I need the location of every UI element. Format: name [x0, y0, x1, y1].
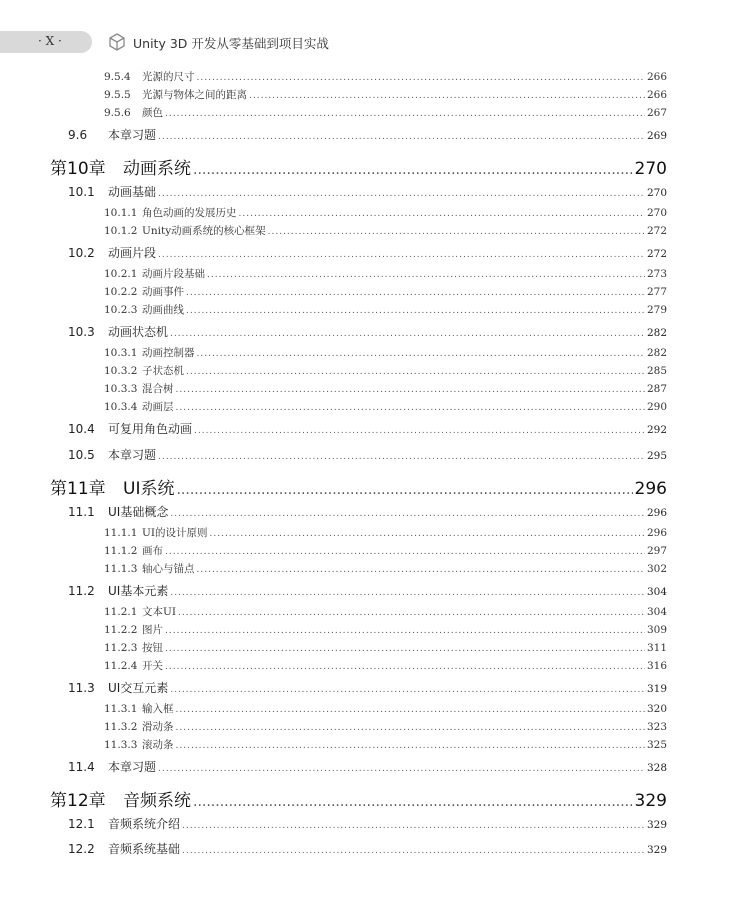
toc-entry-number: 11.2.3 [104, 642, 138, 654]
toc-subsection-entry[interactable] [104, 622, 667, 637]
toc-leader-dots [158, 132, 645, 142]
toc-section-entry[interactable] [68, 323, 667, 340]
toc-entry-page: 279 [646, 304, 667, 316]
toc-entry-number: 11.4 [68, 760, 95, 774]
toc-subsection-entry[interactable] [104, 719, 667, 734]
toc-leader-dots [170, 685, 645, 695]
toc-entry-number: 10.1.2 [104, 225, 138, 237]
toc-entry-page: 272 [646, 248, 667, 260]
toc-entry-page: 311 [646, 642, 667, 654]
toc-chapter-entry[interactable] [50, 786, 667, 811]
toc-entry-title: 滚动条 [142, 739, 174, 751]
toc-section-entry[interactable] [68, 420, 667, 437]
toc-leader-dots [170, 509, 645, 519]
toc-entry-title: UI交互元素 [108, 681, 169, 695]
toc-entry-title: 输入框 [142, 703, 174, 715]
toc-entry-title: 光源的尺寸 [142, 71, 195, 83]
toc-entry-title: 动画层 [142, 401, 174, 413]
toc-leader-dots [249, 91, 645, 101]
toc-entry-title: 轴心与锚点 [142, 563, 195, 575]
toc-entry-number: 10.1.1 [104, 207, 138, 219]
toc-leader-dots [176, 403, 645, 413]
toc-subsection-entry[interactable] [104, 543, 667, 558]
toc-entry-title: UI基础概念 [108, 505, 169, 519]
toc-leader-dots [176, 741, 645, 751]
toc-entry-title: 动画控制器 [142, 347, 195, 359]
toc-subsection-entry[interactable] [104, 640, 667, 655]
toc-entry-page: 266 [646, 71, 667, 83]
page-number: · X · [38, 34, 62, 48]
toc-entry-title: 角色动画的发展历史 [142, 207, 237, 219]
toc-entry-title: 混合树 [142, 383, 174, 395]
toc-leader-dots [165, 662, 645, 672]
toc-entry-page: 290 [646, 401, 667, 413]
toc-subsection-entry[interactable] [104, 87, 667, 102]
toc-entry-number: 9.5.5 [104, 89, 131, 101]
toc-entry-title: 颜色 [142, 107, 163, 119]
toc-entry-page: 270 [634, 159, 667, 179]
toc-entry-page: 296 [646, 507, 667, 519]
toc-entry-title: 动画曲线 [142, 304, 184, 316]
toc-entry-title: 音频系统基础 [108, 842, 181, 856]
toc-entry-page: 325 [646, 739, 667, 751]
toc-leader-dots [194, 426, 645, 436]
toc-leader-dots [186, 288, 645, 298]
toc-section-entry[interactable] [68, 758, 667, 775]
toc-entry-title: 动画事件 [142, 286, 184, 298]
toc-subsection-entry[interactable] [104, 604, 667, 619]
toc-subsection-entry[interactable] [104, 266, 667, 281]
toc-entry-number: 9.5.6 [104, 107, 131, 119]
toc-entry-title: UI基本元素 [108, 584, 169, 598]
toc-entry-title: 开关 [142, 660, 163, 672]
toc-entry-page: 285 [646, 365, 667, 377]
toc-entry-title: 音频系统 [123, 791, 191, 811]
toc-entry-number: 10.4 [68, 422, 95, 436]
toc-entry-page: 302 [646, 563, 667, 575]
toc-leader-dots [176, 705, 645, 715]
toc-entry-page: 309 [646, 624, 667, 636]
toc-leader-dots [182, 821, 645, 831]
toc-leader-dots [186, 306, 645, 316]
toc-entry-title: 文本UI [142, 606, 176, 618]
toc-entry-number: 11.2.1 [104, 606, 138, 618]
toc-entry-page: 270 [646, 207, 667, 219]
toc-section-entry[interactable] [68, 126, 667, 143]
toc-chapter-entry[interactable] [50, 474, 667, 499]
toc-entry-page: 272 [646, 225, 667, 237]
toc-entry-title: 动画基础 [108, 185, 157, 199]
toc-leader-dots [158, 452, 645, 462]
toc-entry-number: 11.3 [68, 681, 95, 695]
toc-entry-number: 11.2.4 [104, 660, 138, 672]
toc-leader-dots [165, 547, 645, 557]
toc-entry-page: 296 [646, 527, 667, 539]
toc-entry-page: 323 [646, 721, 667, 733]
toc-entry-number: 11.2.2 [104, 624, 138, 636]
toc-entry-number: 12.2 [68, 842, 95, 856]
toc-entry-page: 329 [646, 819, 667, 831]
toc-leader-dots [158, 250, 645, 260]
toc-entry-page: 287 [646, 383, 667, 395]
toc-entry-number: 10.1 [68, 185, 95, 199]
toc-entry-number: 11.3.3 [104, 739, 138, 751]
toc-entry-page: 282 [646, 347, 667, 359]
toc-entry-title: 本章习题 [108, 128, 157, 142]
toc-subsection-entry[interactable] [104, 381, 667, 396]
toc-leader-dots [158, 189, 645, 199]
toc-entry-number: 10.3.2 [104, 365, 138, 377]
toc-entry-number: 10.2.2 [104, 286, 138, 298]
toc-section-entry[interactable] [68, 244, 667, 261]
toc-entry-number: 9.6 [68, 128, 88, 142]
toc-entry-number: 10.3.3 [104, 383, 138, 395]
toc-leader-dots [170, 588, 645, 598]
toc-entry-number: 10.2.3 [104, 304, 138, 316]
toc-leader-dots [268, 227, 645, 237]
toc-entry-page: 273 [646, 268, 667, 280]
toc-entry-title: 图片 [142, 624, 163, 636]
toc-entry-number: 11.1.1 [104, 527, 138, 539]
toc-leader-dots [197, 349, 645, 359]
toc-leader-dots [239, 209, 645, 219]
toc-entry-title: 音频系统介绍 [108, 817, 181, 831]
toc-subsection-entry[interactable] [104, 302, 667, 317]
toc-entry-number: 11.1.2 [104, 545, 138, 557]
toc-entry-number: 9.5.4 [104, 71, 131, 83]
toc-entry-page: 329 [634, 791, 667, 811]
toc-subsection-entry[interactable] [104, 701, 667, 716]
toc-subsection-entry[interactable] [104, 399, 667, 414]
toc-subsection-entry[interactable] [104, 205, 667, 220]
toc-entry-page: 282 [646, 327, 667, 339]
toc-subsection-entry[interactable] [104, 525, 667, 540]
toc-leader-dots [207, 270, 645, 280]
toc-entry-page: 297 [646, 545, 667, 557]
toc-leader-dots [165, 109, 645, 119]
toc-entry-title: Unity动画系统的核心框架 [142, 225, 266, 237]
toc-entry-title: 可复用角色动画 [108, 422, 193, 436]
toc-entry-number: 10.2 [68, 246, 95, 260]
toc-leader-dots [170, 329, 645, 339]
toc-entry-number: 10.3 [68, 325, 95, 339]
toc-entry-number: 10.5 [68, 448, 95, 462]
toc-section-entry[interactable] [68, 679, 667, 696]
toc-entry-page: 316 [646, 660, 667, 672]
toc-entry-number: 第12章 [50, 791, 106, 811]
toc-leader-dots [197, 73, 645, 83]
toc-entry-page: 269 [646, 130, 667, 142]
toc-entry-number: 10.3.4 [104, 401, 138, 413]
toc-entry-page: 266 [646, 89, 667, 101]
toc-subsection-entry[interactable] [104, 345, 667, 360]
toc-leader-dots [186, 367, 645, 377]
toc-leader-dots [210, 529, 645, 539]
toc-entry-title: 本章习题 [108, 760, 157, 774]
toc-subsection-entry[interactable] [104, 658, 667, 673]
toc-entry-page: 304 [646, 586, 667, 598]
book-title: Unity 3D 开发从零基础到项目实战 [133, 36, 329, 51]
toc-section-entry[interactable] [68, 582, 667, 599]
toc-entry-title: 画布 [142, 545, 163, 557]
toc-entry-title: 子状态机 [142, 365, 184, 377]
toc-entry-page: 328 [646, 762, 667, 774]
toc-entry-page: 329 [646, 844, 667, 856]
toc-entry-number: 10.3.1 [104, 347, 138, 359]
toc-chapter-entry[interactable] [50, 154, 667, 179]
toc-entry-number: 11.2 [68, 584, 95, 598]
toc-leader-dots [165, 626, 645, 636]
toc-entry-page: 304 [646, 606, 667, 618]
toc-leader-dots [176, 385, 645, 395]
toc-entry-number: 11.1.3 [104, 563, 138, 575]
toc-entry-number: 第10章 [50, 159, 106, 179]
toc-leader-dots [165, 644, 645, 654]
toc-section-entry[interactable] [68, 183, 667, 200]
toc-entry-page: 319 [646, 683, 667, 695]
toc-entry-title: 动画片段 [108, 246, 157, 260]
toc-entry-title: 按钮 [142, 642, 163, 654]
toc-entry-page: 270 [646, 187, 667, 199]
toc-entry-number: 12.1 [68, 817, 95, 831]
toc-subsection-entry[interactable] [104, 561, 667, 576]
toc-entry-title: 本章习题 [108, 448, 157, 462]
toc-entry-title: 动画状态机 [108, 325, 169, 339]
toc-entry-page: 277 [646, 286, 667, 298]
toc-entry-number: 11.3.2 [104, 721, 138, 733]
toc-entry-number: 11.1 [68, 505, 95, 519]
toc-section-entry[interactable] [68, 840, 667, 857]
toc-subsection-entry[interactable] [104, 737, 667, 752]
toc-section-entry[interactable] [68, 815, 667, 832]
toc-subsection-entry[interactable] [104, 223, 667, 238]
toc-entry-number: 第11章 [50, 479, 106, 499]
toc-entry-page: 267 [646, 107, 667, 119]
toc-leader-dots [197, 565, 645, 575]
toc-leader-dots [178, 608, 645, 618]
toc-leader-dots [158, 764, 645, 774]
toc-leader-dots [193, 162, 633, 178]
toc-leader-dots [176, 723, 645, 733]
toc-subsection-entry[interactable] [104, 105, 667, 120]
toc-entry-number: 10.2.1 [104, 268, 138, 280]
toc-entry-number: 11.3.1 [104, 703, 138, 715]
toc-entry-page: 292 [646, 424, 667, 436]
toc-entry-title: UI的设计原则 [142, 527, 208, 539]
toc-entry-title: 滑动条 [142, 721, 174, 733]
toc-section-entry[interactable] [68, 503, 667, 520]
toc-leader-dots [193, 794, 633, 810]
toc-entry-page: 295 [646, 450, 667, 462]
toc-entry-page: 320 [646, 703, 667, 715]
toc-section-entry[interactable] [68, 446, 667, 463]
toc-subsection-entry[interactable] [104, 284, 667, 299]
toc-entry-title: 动画系统 [123, 159, 191, 179]
toc-leader-dots [182, 846, 645, 856]
toc-subsection-entry[interactable] [104, 363, 667, 378]
toc-leader-dots [176, 482, 632, 498]
toc-subsection-entry[interactable] [104, 69, 667, 84]
toc-entry-title: UI系统 [123, 479, 175, 499]
toc-entry-title: 光源与物体之间的距离 [142, 89, 247, 101]
toc-entry-page: 296 [634, 479, 667, 499]
toc-entry-title: 动画片段基础 [142, 268, 205, 280]
